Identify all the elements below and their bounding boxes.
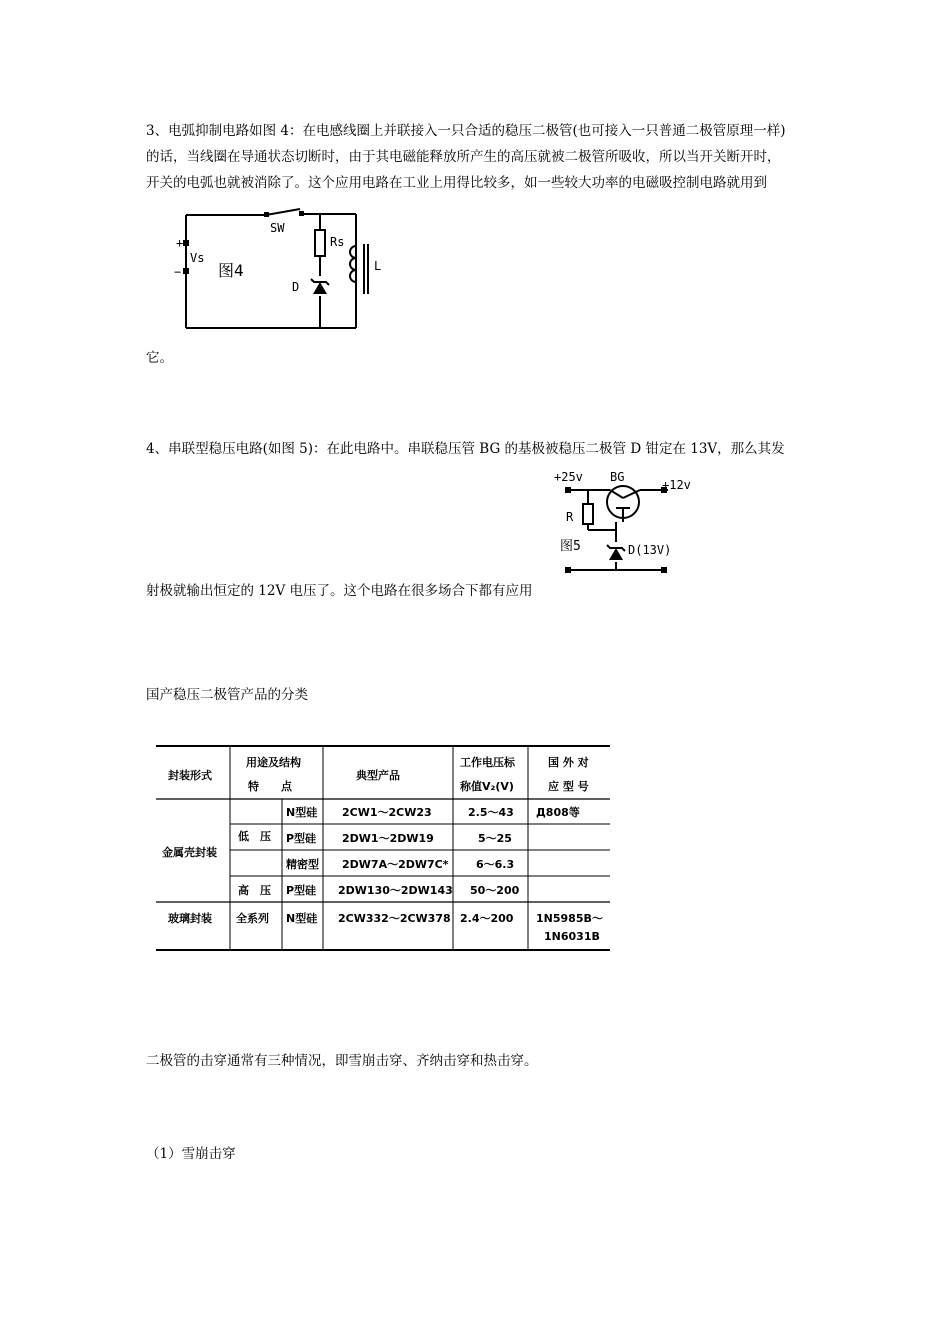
fig4-l-label: L (374, 259, 382, 273)
fig5-d-label: D(13V) (628, 543, 672, 557)
table-row-2-voltage: 5～25 (478, 832, 512, 845)
table-row-5-voltage: 2.4～200 (460, 912, 514, 925)
para4-line1: 4、串联型稳压电路(如图 5)：在此电路中。串联稳压管 BG 的基极被稳压二极管 D 钳定在 13V，那么其发 (146, 441, 785, 457)
table-title: 国产稳压二极管产品的分类 (146, 687, 308, 703)
fig4-minus-label: − (174, 265, 182, 279)
cell-metal: 金属壳封装 (162, 846, 217, 859)
zener-classification-table (156, 744, 612, 954)
fig4-d-label: D (292, 280, 300, 294)
header-voltage-2: 称值V₂(V) (460, 780, 514, 793)
header-use-1: 用途及结构 (246, 756, 301, 769)
table-row-5-foreign: 1N5985B～ (536, 912, 603, 925)
para3-line1: 3、电弧抑制电路如图 4：在电感线圈上并联接入一只合适的稳压二极管(也可接入一只普通二极管原理一样) (146, 123, 786, 139)
header-foreign-1: 国 外 对 (548, 756, 589, 769)
fig4-sw-label: SW (270, 221, 285, 235)
cell-all-series: 全系列 (236, 912, 269, 925)
header-use-2: 特 点 (248, 780, 292, 793)
para3-tail: 它。 (146, 350, 173, 366)
table-row-5-type: N型硅 (286, 912, 318, 925)
table-row-5-foreign-cont: 1N6031B (544, 930, 600, 943)
header-voltage-1: 工作电压标 (460, 756, 515, 769)
table-row-1-voltage: 2.5～43 (468, 806, 514, 819)
fig4-rs-label: Rs (330, 235, 345, 249)
para4-line2: 射极就输出恒定的 12V 电压了。这个电路在很多场合下都有应用 (146, 583, 533, 599)
figure-5-circuit (548, 464, 698, 576)
paragraph-3 (146, 118, 816, 196)
table-row-3-voltage: 6～6.3 (476, 858, 515, 871)
fig5-output-label: +12v (662, 478, 691, 492)
table-row-4-type: P型硅 (286, 884, 317, 897)
table-row-3-product: 2DW7A～2DW7C* (342, 858, 449, 871)
table-row-2-type: P型硅 (286, 832, 317, 845)
table-row-1-type: N型硅 (286, 806, 318, 819)
fig5-bg-label: BG (610, 470, 625, 484)
fig5-caption: 图5 (560, 539, 581, 554)
breakdown-sentence: 二极管的击穿通常有三种情况，即雪崩击穿、齐纳击穿和热击穿。 (146, 1053, 538, 1069)
para3-line3: 开关的电弧也就被消除了。这个应用电路在工业上用得比较多，如一些较大功率的电磁吸控制电路就用到 (146, 175, 767, 191)
figure-4-circuit (168, 200, 398, 335)
table-row-4-voltage: 50～200 (470, 884, 520, 897)
table-row-1-product: 2CW1～2CW23 (342, 806, 432, 819)
header-package: 封装形式 (168, 769, 212, 782)
para3-line2: 的话，当线圈在导通状态切断时，由于其电磁能释放所产生的高压就被二极管所吸收，所以当开关断开时， (146, 149, 781, 165)
cell-low-voltage: 低 压 (238, 830, 271, 843)
table-row-4-product: 2DW130～2DW143 (338, 884, 453, 897)
fig4-plus-label: + (176, 236, 184, 250)
table-row-3-type: 精密型 (286, 858, 319, 871)
avalanche-heading: （1）雪崩击穿 (146, 1146, 236, 1162)
header-product: 典型产品 (356, 769, 400, 782)
cell-glass: 玻璃封装 (168, 912, 212, 925)
header-foreign-2: 应 型 号 (548, 780, 589, 793)
table-row-1-foreign: Д808等 (536, 806, 580, 819)
fig5-r-label: R (566, 510, 574, 524)
cell-high-voltage: 高 压 (238, 884, 271, 897)
fig5-input-label: +25v (554, 470, 583, 484)
table-row-2-product: 2DW1～2DW19 (342, 832, 434, 845)
fig4-vs-label: Vs (190, 251, 205, 265)
table-row-5-product: 2CW332～2CW378 (338, 912, 451, 925)
fig4-caption: 图4 (218, 261, 244, 280)
